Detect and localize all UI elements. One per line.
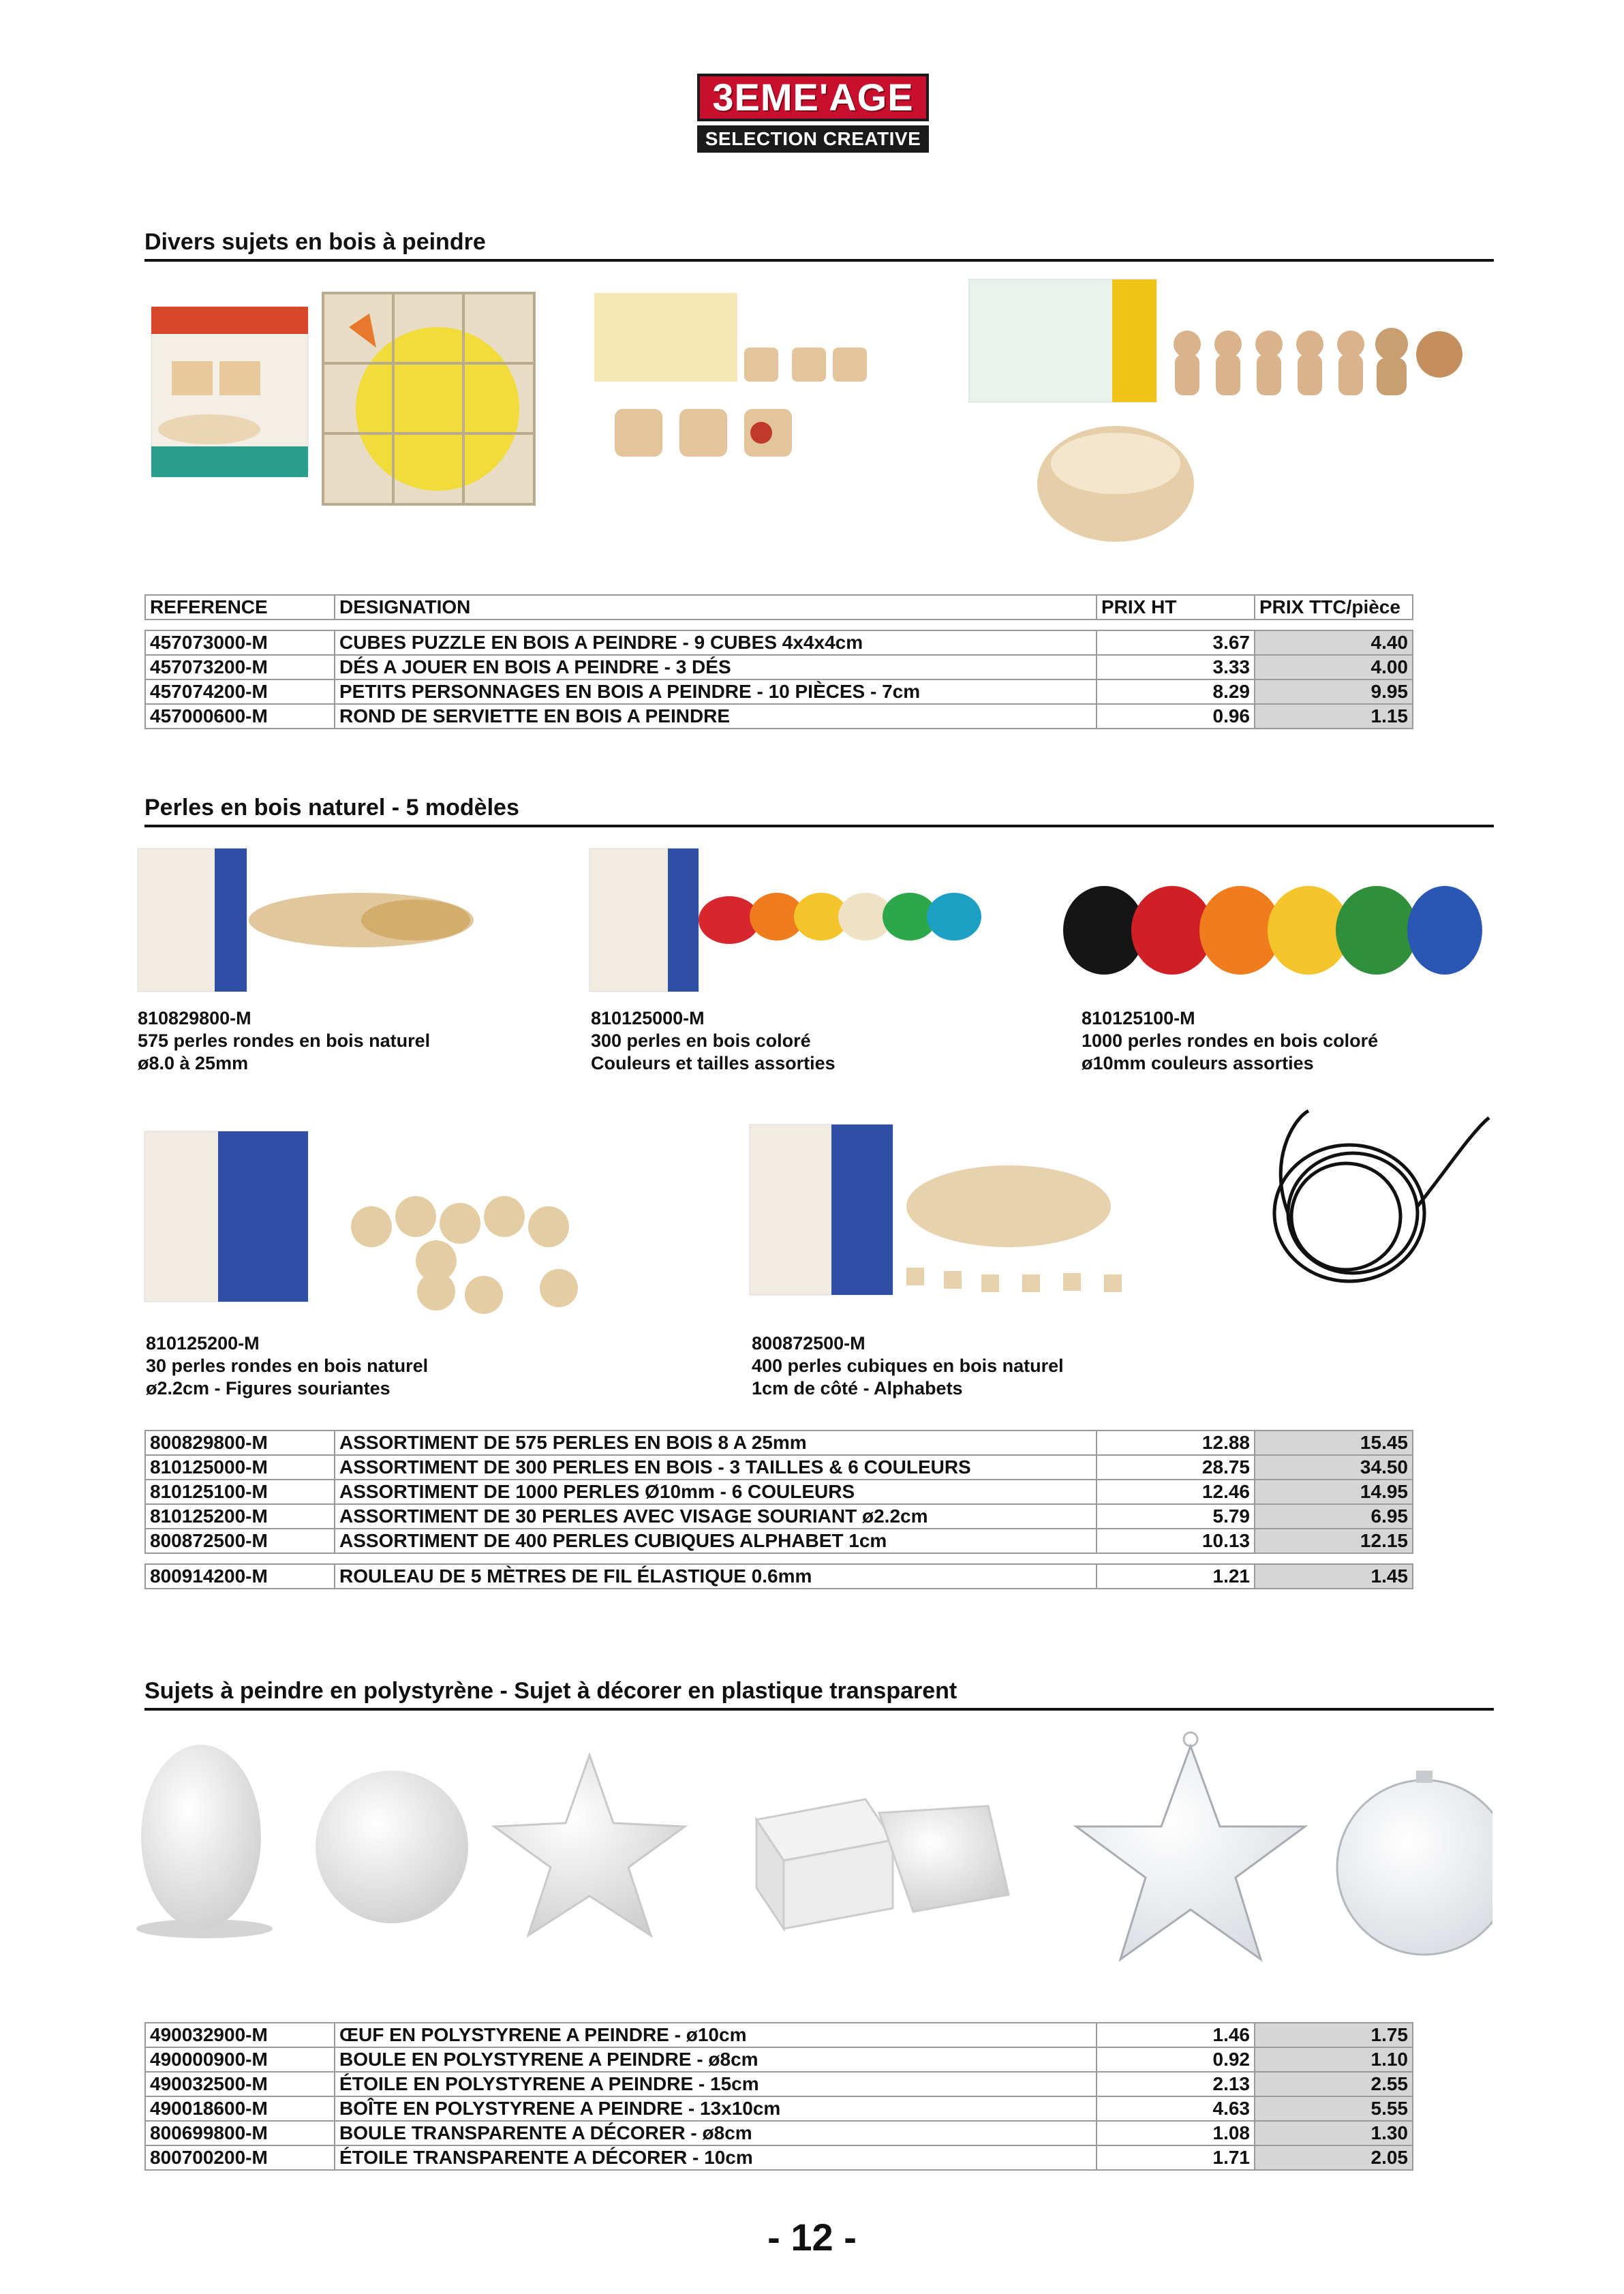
caption-reference: 810829800-M [138,1008,251,1028]
table-header-row [145,595,1413,620]
cell-price-ttc: 2.55 [1255,2072,1413,2096]
cell-price-ht: 5.79 [1097,1504,1255,1529]
transparent-ball-photo [1337,1771,1492,1955]
caption-colored-small-beads [1082,1007,1378,1075]
section-title-wood-subjects: Divers sujets en bois à peindre [144,229,486,255]
cell-price-ht: 1.21 [1097,1564,1255,1589]
cell-designation: ASSORTIMENT DE 30 PERLES AVEC VISAGE SOURIANT ø2.2cm [335,1504,1097,1529]
dice-photo [594,293,867,457]
caption-line: Couleurs et tailles assorties [591,1053,836,1073]
cell-reference: 457000600-M [145,704,335,729]
product-photos-wood [144,273,1494,572]
cell-price-ttc: 4.40 [1255,630,1413,655]
table-row [145,704,1413,729]
caption-alphabet-beads [752,1332,1064,1400]
napkin-ring-photo [1037,426,1194,542]
natural-beads-photo [138,848,474,992]
caption-line: 1cm de côté - Alphabets [752,1378,963,1398]
cell-price-ht: 28.75 [1097,1455,1255,1480]
puzzle-cubes-photo [323,293,534,504]
cell-price-ht: 0.92 [1097,2047,1255,2072]
colored-small-beads-photo [1063,886,1482,975]
cell-price-ttc: 2.05 [1255,2145,1413,2170]
table-row [145,2047,1413,2072]
caption-line: 300 perles en bois coloré [591,1030,811,1051]
caption-line: 1000 perles rondes en bois coloré [1082,1030,1379,1051]
table-row [145,1455,1413,1480]
table-row [145,2121,1413,2145]
cell-price-ht: 12.46 [1097,1480,1255,1504]
caption-line: ø10mm couleurs assorties [1082,1053,1314,1073]
caption-reference: 800872500-M [752,1333,865,1354]
cell-reference: 800829800-M [145,1431,335,1455]
cell-price-ttc: 4.00 [1255,655,1413,679]
logo-tagline: SELECTION CREATIVE [697,125,929,153]
cell-reference: 800699800-M [145,2121,335,2145]
colored-beads-photo [589,848,981,992]
table-row [145,1529,1413,1553]
cell-price-ttc: 1.75 [1255,2023,1413,2047]
cell-price-ht: 1.08 [1097,2121,1255,2145]
table-row [145,679,1413,704]
caption-line: ø8.0 à 25mm [138,1053,249,1073]
cell-designation: ASSORTIMENT DE 575 PERLES EN BOIS 8 A 25mm [335,1431,1097,1455]
cell-price-ttc: 1.15 [1255,704,1413,729]
cell-price-ttc: 6.95 [1255,1504,1413,1529]
cell-price-ttc: 1.45 [1255,1564,1413,1589]
cell-price-ht: 4.63 [1097,2096,1255,2121]
cell-designation: ÉTOILE EN POLYSTYRENE A PEINDRE - 15cm [335,2072,1097,2096]
cell-price-ttc: 14.95 [1255,1480,1413,1504]
cell-price-ttc: 9.95 [1255,679,1413,704]
cell-designation: ASSORTIMENT DE 300 PERLES EN BOIS - 3 TAILLES & 6 COULEURS [335,1455,1097,1480]
cell-reference: 800872500-M [145,1529,335,1553]
cell-price-ht: 3.67 [1097,630,1255,655]
cell-designation: CUBES PUZZLE EN BOIS A PEINDRE - 9 CUBES 4x4x4cm [335,630,1097,655]
caption-colored-beads [591,1007,836,1075]
cell-price-ht: 10.13 [1097,1529,1255,1553]
table-row [145,2023,1413,2047]
cell-price-ttc: 34.50 [1255,1455,1413,1480]
brand-logo [697,74,929,154]
elastic-cord-photo [1274,1111,1489,1281]
table-row [145,1431,1413,1455]
cell-designation: ÉTOILE TRANSPARENTE A DÉCORER - 10cm [335,2145,1097,2170]
cell-designation: ROULEAU DE 5 MÈTRES DE FIL ÉLASTIQUE 0.6mm [335,1564,1097,1589]
cell-designation: ASSORTIMENT DE 1000 PERLES Ø10mm - 6 COULEURS [335,1480,1097,1504]
caption-natural-beads [138,1007,430,1075]
product-table-polystyrene [144,2022,1413,2171]
cell-price-ttc: 12.15 [1255,1529,1413,1553]
cell-designation: ASSORTIMENT DE 400 PERLES CUBIQUES ALPHABET 1cm [335,1529,1097,1553]
header-designation: DESIGNATION [335,595,1097,620]
cell-reference: 457074200-M [145,679,335,704]
ball-photo [316,1771,468,1923]
header-price-ht: PRIX HT [1097,595,1255,620]
caption-reference: 810125200-M [146,1333,260,1354]
egg-photo [136,1745,273,1938]
section-title-wood-beads: Perles en bois naturel - 5 modèles [144,795,519,821]
cell-price-ht: 12.88 [1097,1431,1255,1455]
table-row [145,1504,1413,1529]
cell-reference: 490000900-M [145,2047,335,2072]
cell-price-ht: 3.33 [1097,655,1255,679]
polystyrene-star-photo [494,1755,685,1936]
product-photos-beads-row1 [129,842,1492,998]
cell-reference: 457073000-M [145,630,335,655]
section-divider [144,259,1494,262]
product-photos-beads-row2 [136,1104,1492,1322]
cell-designation: BOULE TRANSPARENTE A DÉCORER - ø8cm [335,2121,1097,2145]
cell-designation: BOÎTE EN POLYSTYRENE A PEINDRE - 13x10cm [335,2096,1097,2121]
product-photos-polystyrene [136,1724,1492,1983]
box-photo [756,1799,1009,1929]
table-row [145,630,1413,655]
table-row [145,655,1413,679]
cell-price-ttc: 1.10 [1255,2047,1413,2072]
table-row [145,1480,1413,1504]
page-number: - 12 - [767,2216,857,2259]
table-row [145,2072,1413,2096]
cell-price-ht: 1.71 [1097,2145,1255,2170]
cell-price-ht: 0.96 [1097,704,1255,729]
cell-reference: 800914200-M [145,1564,335,1589]
cell-designation: DÉS A JOUER EN BOIS A PEINDRE - 3 DÉS [335,655,1097,679]
cell-reference: 810125100-M [145,1480,335,1504]
caption-reference: 810125100-M [1082,1008,1195,1028]
caption-line: 30 perles rondes en bois naturel [146,1356,429,1376]
section-divider [144,1708,1494,1711]
caption-line: 575 perles rondes en bois naturel [138,1030,431,1051]
cell-designation: PETITS PERSONNAGES EN BOIS A PEINDRE - 10 PIÈCES - 7cm [335,679,1097,704]
cell-designation: BOULE EN POLYSTYRENE A PEINDRE - ø8cm [335,2047,1097,2072]
section-divider [144,825,1494,827]
caption-face-beads [146,1332,428,1400]
cell-reference: 490032900-M [145,2023,335,2047]
table-row [145,1564,1413,1589]
product-table-wood [144,594,1413,729]
logo-wordmark: 3EME'AGE [697,74,929,121]
cell-price-ht: 8.29 [1097,679,1255,704]
cell-reference: 490018600-M [145,2096,335,2121]
product-table-beads [144,1430,1413,1589]
table-row [145,2096,1413,2121]
table-row [145,2145,1413,2170]
caption-line: 400 perles cubiques en bois naturel [752,1356,1064,1376]
face-beads-photo [144,1131,578,1314]
cell-reference: 457073200-M [145,655,335,679]
transparent-star-photo [1076,1732,1305,1959]
cell-price-ttc: 15.45 [1255,1431,1413,1455]
cell-designation: ROND DE SERVIETTE EN BOIS A PEINDRE [335,704,1097,729]
section-title-polystyrene: Sujets à peindre en polystyrène - Sujet à décorer en plastique transparent [144,1678,957,1704]
cell-price-ht: 1.46 [1097,2023,1255,2047]
cell-price-ht: 2.13 [1097,2072,1255,2096]
header-reference: REFERENCE [145,595,335,620]
cell-price-ttc: 5.55 [1255,2096,1413,2121]
alphabet-beads-photo [750,1125,1122,1295]
caption-reference: 810125000-M [591,1008,705,1028]
cell-reference: 810125200-M [145,1504,335,1529]
figurines-photo [969,279,1462,402]
cube-box-photo [151,307,308,477]
cell-designation: ŒUF EN POLYSTYRENE A PEINDRE - ø10cm [335,2023,1097,2047]
cell-price-ttc: 1.30 [1255,2121,1413,2145]
caption-line: ø2.2cm - Figures souriantes [146,1378,390,1398]
cell-reference: 810125000-M [145,1455,335,1480]
header-price-ttc: PRIX TTC/pièce [1255,595,1413,620]
cell-reference: 490032500-M [145,2072,335,2096]
cell-reference: 800700200-M [145,2145,335,2170]
